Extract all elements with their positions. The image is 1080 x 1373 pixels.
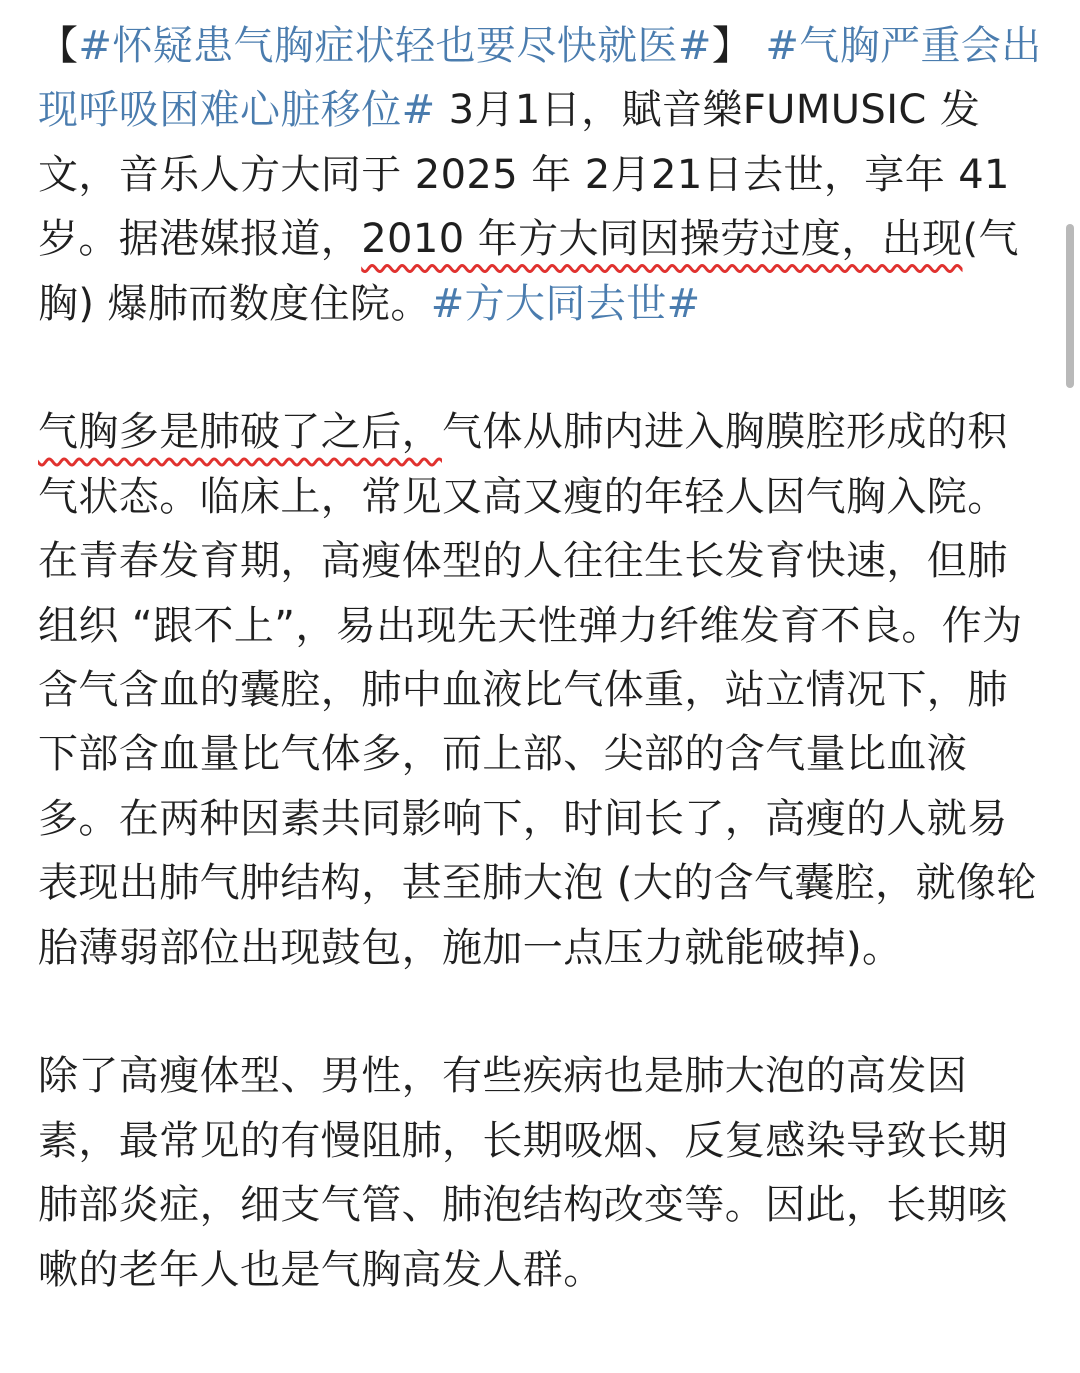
paragraph-2-text: 气体从肺内进入胸膜腔形成的积气状态。临床上，常见又高又瘦的年轻人因气胸入院。在青春发育期，高瘦体型的人往往生长发育快速，但肺组织 “跟不上”，易出现先天性弹力纤维发育不良。作为含气含血的囊腔，肺中血液比气体重，站立情况下，肺下部含血量比气体多，而上部、尖部的含气量比血液多。在两种因素共同影响下，时间长了，高瘦的人就易表现出肺气肿结构，甚至肺大泡 (大的含气囊腔，就像轮胎薄弱部位出现鼓包，施加一点压力就能破掉)。 (38, 409, 1037, 971)
post-paragraph-3 (38, 1044, 1042, 1302)
paragraph-spacer (38, 336, 1042, 400)
paragraph-spacer (38, 980, 1042, 1044)
underlined-phrase-lung-rupture: 气胸多是肺破了之后， (38, 409, 442, 456)
bracket-open: 【 (38, 23, 79, 69)
hashtag-severe-pneumothorax[interactable]: #气胸严重会出现呼吸困难心脏移位# (38, 23, 1042, 134)
paragraph-3-text: 除了高瘦体型、男性，有些疾病也是肺大泡的高发因素，最常见的有慢阻肺，长期吸烟、反复感染导致长期肺部炎症，细支气管、肺泡结构改变等。因此，长期咳嗽的老年人也是气胸高发人群。 (38, 1053, 1008, 1293)
post-paragraph-2 (38, 400, 1042, 980)
bracket-close: 】 (711, 23, 753, 69)
underlined-phrase-2010: 2010 年方大同因操劳过度，出现 (361, 216, 963, 263)
scrollbar-thumb[interactable] (1066, 224, 1074, 388)
paragraph-1-text-2: (气胸) 爆肺而数度住院。 (38, 216, 1019, 327)
paragraph-1-text: 3月1日，賦音樂FUMUSIC 发文，音乐人方大同于 2025 年 2月21日去世，享年 41 岁。据港媒报道， (38, 87, 1010, 263)
post-content (38, 14, 1042, 1302)
hashtag-suspected-pneumothorax[interactable]: #怀疑患气胸症状轻也要尽快就医# (78, 23, 712, 69)
post-paragraph-1 (38, 14, 1042, 336)
hashtag-khalil-fong-passed[interactable]: #方大同去世# (430, 280, 701, 327)
